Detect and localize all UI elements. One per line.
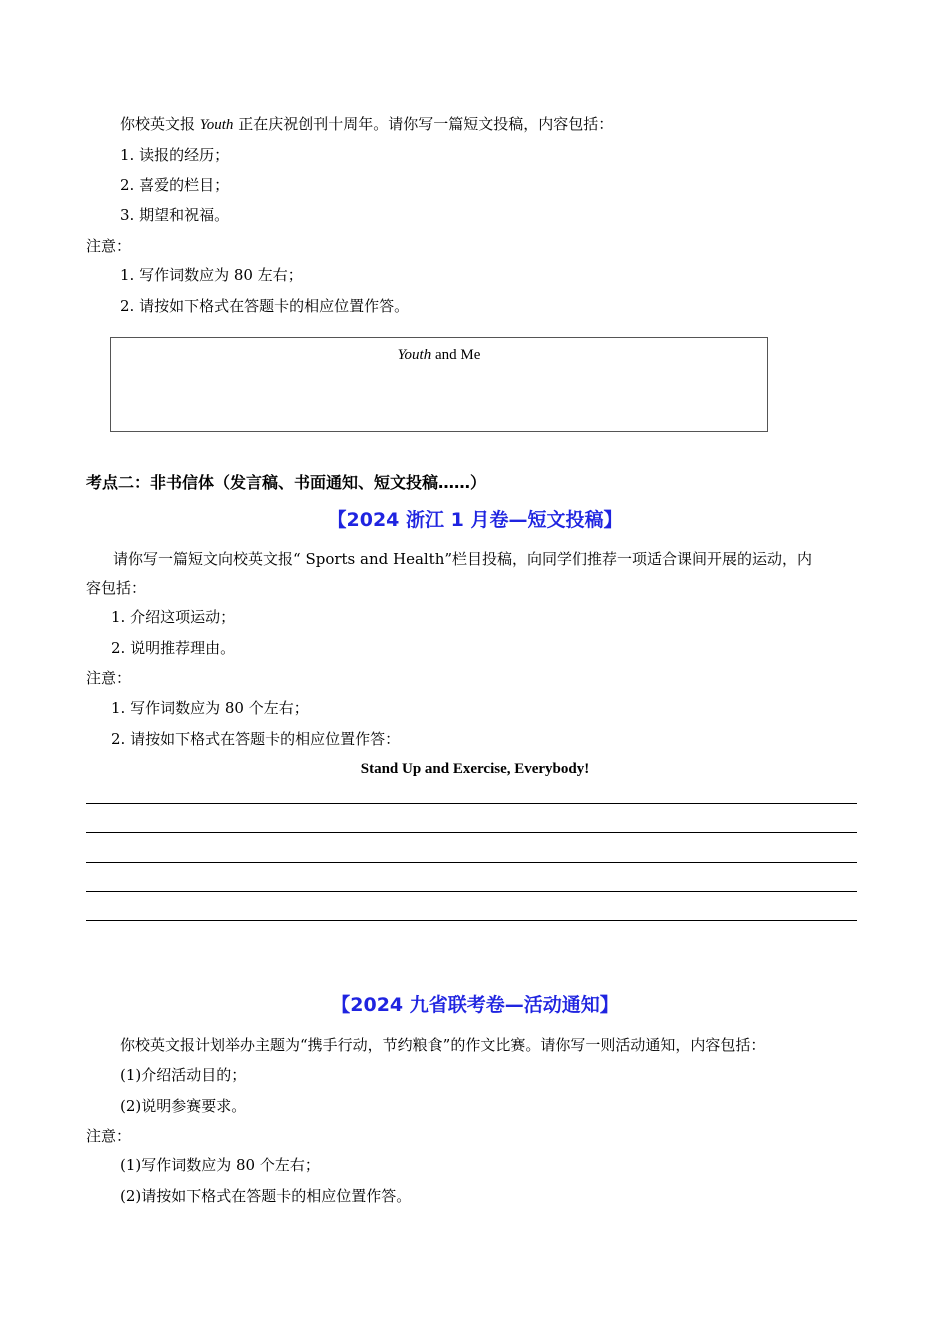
zhejiang-item-1: 1. 介绍这项运动；	[111, 608, 236, 626]
zhejiang-note-1: 1. 写作词数应为 80 个左右；	[111, 699, 309, 717]
youth-task-item-3: 3. 期望和祝福。	[120, 206, 230, 224]
answer-line	[86, 803, 857, 804]
jiusheng-note-label: 注意：	[86, 1127, 132, 1145]
jiusheng-note-1: (1)写作词数应为 80 个左右；	[120, 1156, 320, 1174]
youth-box-title: Youth and Me	[397, 347, 481, 363]
answer-line	[86, 862, 857, 863]
answer-line	[86, 891, 857, 892]
zhejiang-item-2: 2. 说明推荐理由。	[111, 639, 236, 657]
jiusheng-section-title: 【2024 九省联考卷—活动通知】	[331, 994, 619, 1016]
zhejiang-note-label: 注意：	[86, 669, 132, 687]
youth-note-1: 1. 写作词数应为 80 左右；	[120, 266, 303, 284]
zhejiang-intro-line2: 容包括：	[86, 579, 147, 597]
zhejiang-note-2: 2. 请按如下格式在答题卡的相应位置作答：	[111, 730, 401, 748]
youth-note-label: 注意：	[86, 237, 132, 255]
jiusheng-item-1: (1)介绍活动目的；	[120, 1066, 247, 1084]
answer-line	[86, 920, 857, 921]
zhejiang-intro-line1: 请你写一篇短文向校英文报“ Sports and Health”栏目投稿，向同学们推荐一项适合课间开展的运动，内	[113, 550, 813, 568]
youth-note-2: 2. 请按如下格式在答题卡的相应位置作答。	[120, 297, 410, 315]
youth-task-item-1: 1. 读报的经历；	[120, 146, 230, 164]
jiusheng-item-2: (2)说明参赛要求。	[120, 1097, 247, 1115]
youth-task-item-2: 2. 喜爱的栏目；	[120, 176, 230, 194]
answer-line	[86, 832, 857, 833]
youth-task-intro: 你校英文报 Youth 正在庆祝创刊十周年。请你写一篇短文投稿，内容包括：	[120, 115, 614, 133]
jiusheng-note-2: (2)请按如下格式在答题卡的相应位置作答。	[120, 1187, 412, 1205]
youth-answer-box	[110, 337, 768, 432]
zhejiang-section-title: 【2024 浙江 1 月卷—短文投稿】	[327, 509, 623, 531]
jiusheng-intro: 你校英文报计划举办主题为“携手行动，节约粮食”的作文比赛。请你写一则活动通知，内容包括：	[120, 1036, 766, 1054]
point-two-heading: 考点二：非书信体（发言稿、书面通知、短文投稿……）	[86, 473, 487, 492]
zhejiang-essay-title: Stand Up and Exercise, Everybody!	[360, 761, 590, 777]
